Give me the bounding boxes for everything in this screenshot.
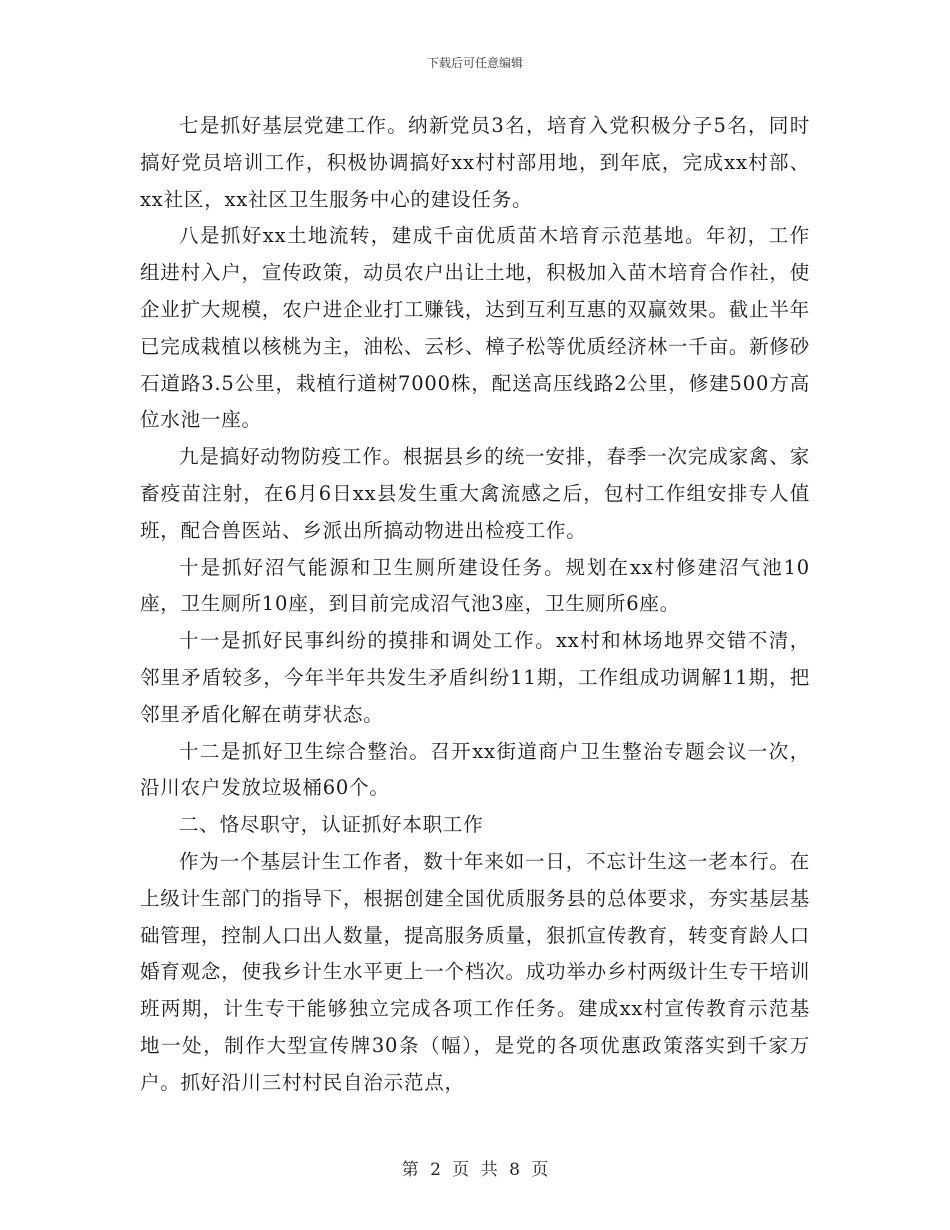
document-body	[140, 108, 810, 1102]
paragraph-biogas-toilets: 十是抓好沼气能源和卫生厕所建设任务。规划在xx村修建沼气池10座，卫生厕所10座，到目前完成沼气池3座，卫生厕所6座。	[140, 555, 810, 616]
paragraph-land-transfer: 八是抓好xx土地流转，建成千亩优质苗木培育示范基地。年初，工作组进村入户，宣传政策，动员农户出让土地，积极加入苗木培育合作社，使企业扩大规模，农户进企业打工赚钱，达到互利互惠的双赢效果。截止半年已完成栽植以核桃为主，油松、云杉、樟子松等优质经济林一千亩。新修砂石道路3.5公里，栽植行道树7000株，配送高压线路2公里，修建500方高位水池一座。	[140, 224, 810, 432]
paragraph-family-planning: 作为一个基层计生工作者，数十年来如一日，不忘计生这一老本行。在上级计生部门的指导下，根据创建全国优质服务县的总体要求，夯实基层基础管理，控制人口出人数量，提高服务质量，狠抓宣传教育，转变育龄人口婚育观念，使我乡计生水平更上一个档次。成功举办乡村两级计生专干培训班两期，计生专干能够独立完成各项工作任务。建成xx村宣传教育示范基地一处，制作大型宣传牌30条（幅），是党的各项优惠政策落实到千家万户。抓好沿川三村村民自治示范点，	[140, 849, 810, 1094]
paragraph-animal-epidemic: 九是搞好动物防疫工作。根据县乡的统一安排，春季一次完成家禽、家畜疫苗注射，在6月6日xx县发生重大禽流感之后，包村工作组安排专人值班，配合兽医站、乡派出所搞动物进出检疫工作。	[140, 445, 810, 542]
page-number-footer: 第 2 页 共 8 页	[401, 1160, 549, 1180]
section-heading-duties: 二、恪尽职守，认证抓好本职工作	[179, 813, 484, 837]
page-header-note: 下载后可任意编辑	[426, 56, 523, 70]
paragraph-party-building: 七是抓好基层党建工作。纳新党员3名，培育入党积极分子5名，同时搞好党员培训工作，积极协调搞好xx村村部用地，到年底，完成xx村部、xx社区，xx社区卫生服务中心的建设任务。	[140, 114, 810, 211]
paragraph-civil-disputes: 十一是抓好民事纠纷的摸排和调处工作。xx村和林场地界交错不清，邻里矛盾较多，今年半年共发生矛盾纠纷11期，工作组成功调解11期，把邻里矛盾化解在萌芽状态。	[140, 629, 810, 726]
paragraph-sanitation: 十二是抓好卫生综合整治。召开xx街道商户卫生整治专题会议一次，沿川农户发放垃圾桶60个。	[140, 739, 810, 800]
